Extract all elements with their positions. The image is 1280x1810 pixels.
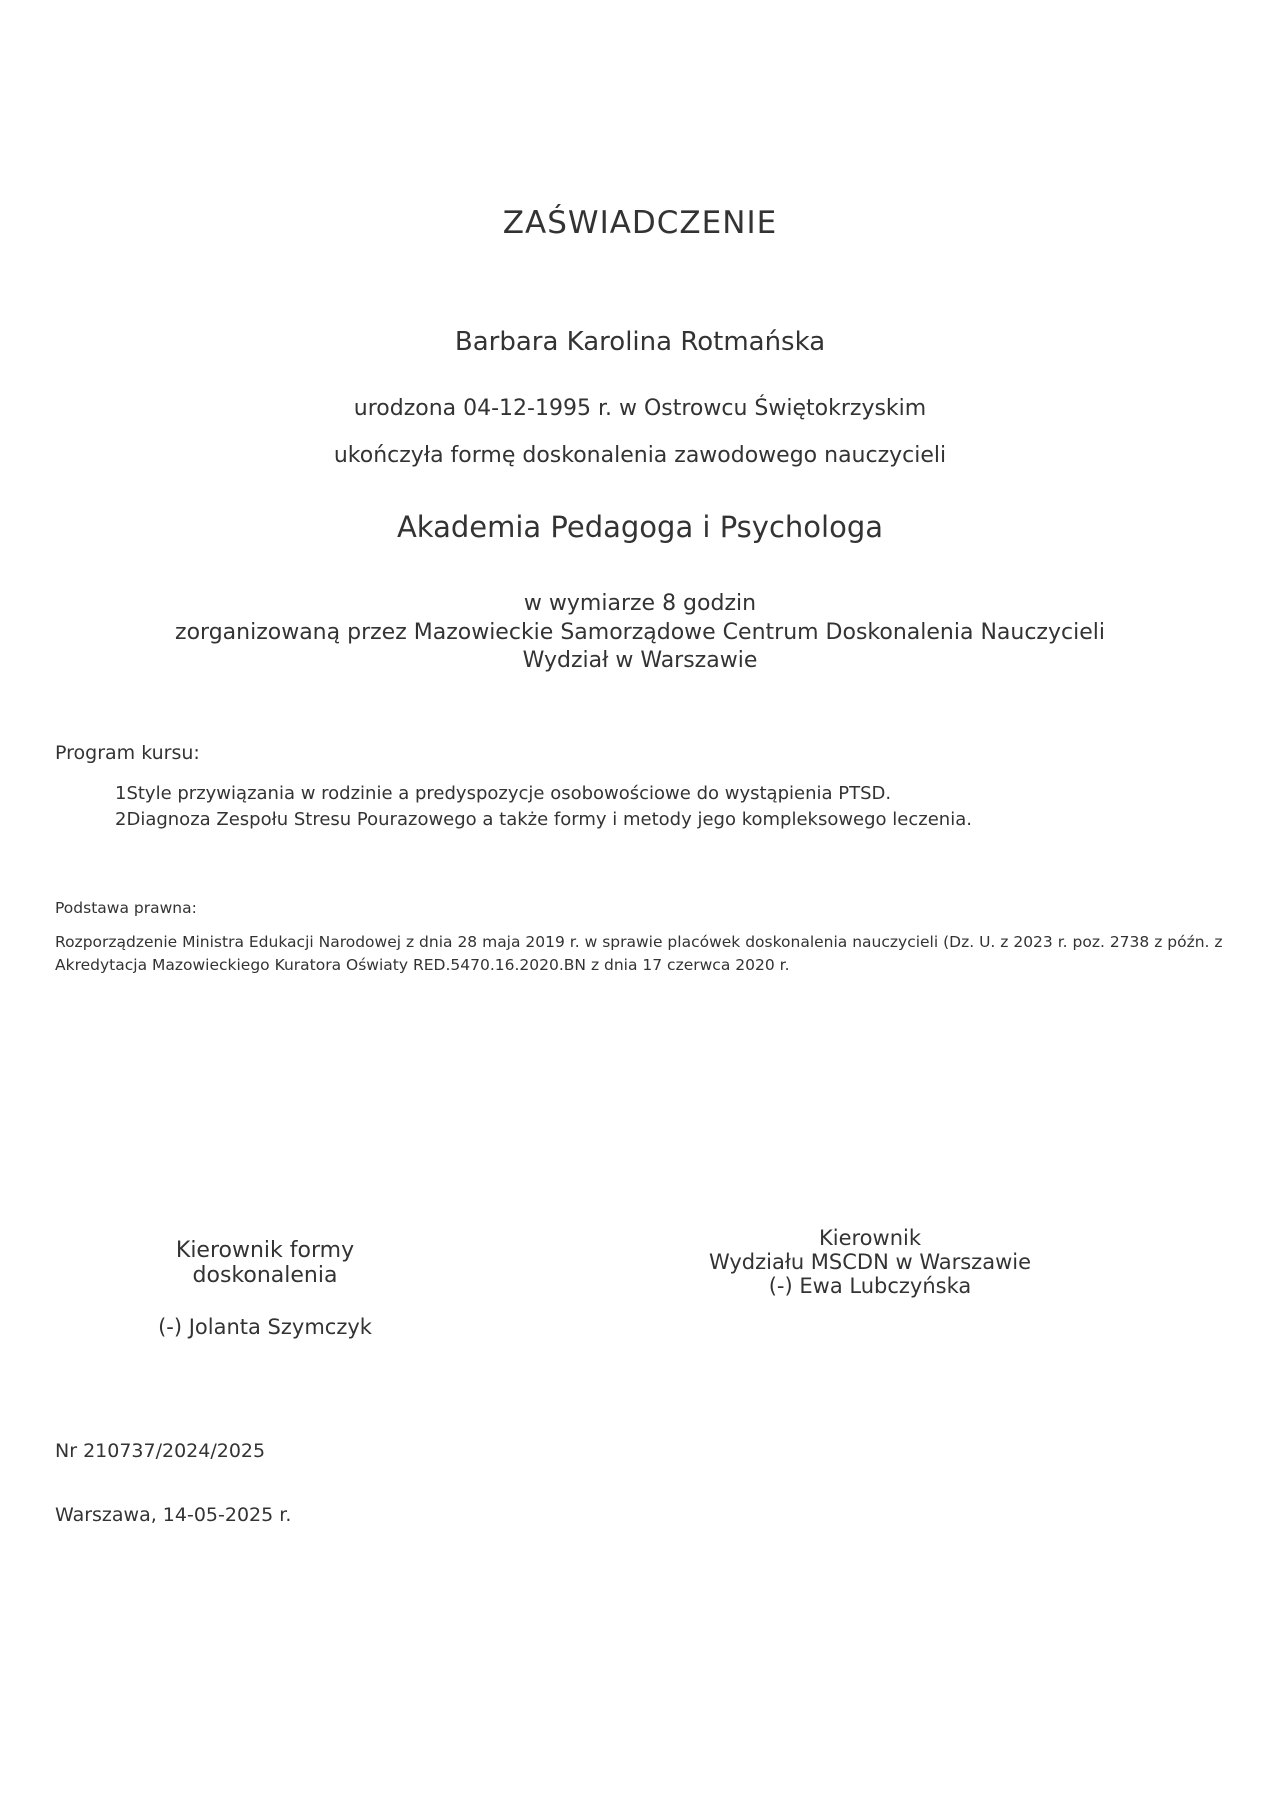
program-item: 2Diagnoza Zespołu Stresu Pourazowego a także formy i metody jego kompleksowego leczenia.	[115, 809, 972, 830]
legal-basis-line: Akredytacja Mazowieckiego Kuratora Oświaty RED.5470.16.2020.BN z dnia 17 czerwca 2020 r.	[55, 956, 790, 974]
legal-basis-heading: Podstawa prawna:	[55, 899, 197, 917]
program-item: 1Style przywiązania w rodzinie a predyspozycje osobowościowe do wystąpienia PTSD.	[115, 783, 892, 804]
organizer-department-line: Wydział w Warszawie	[522, 648, 758, 673]
program-list	[115, 781, 1220, 833]
recipient-name: Barbara Karolina Rotmańska	[454, 327, 826, 357]
signature-right-role-line1: Kierownik	[818, 1226, 922, 1250]
signature-block-left	[110, 1238, 420, 1339]
legal-basis-text	[55, 931, 1280, 977]
signature-right-name: (-) Ewa Lubczyńska	[768, 1274, 972, 1298]
certificate-number: Nr 210737/2024/2025	[55, 1440, 266, 1462]
place-and-date: Warszawa, 14-05-2025 r.	[55, 1504, 292, 1526]
signature-left-role: Kierownik formy doskonalenia	[175, 1238, 355, 1288]
course-hours-line: w wymiarze 8 godzin	[523, 591, 757, 616]
document-title: ZAŚWIADCZENIE	[502, 205, 778, 241]
signature-right-role-line2: Wydziału MSCDN w Warszawie	[708, 1250, 1032, 1274]
signature-block-right	[705, 1226, 1035, 1298]
signature-left-name: (-) Jolanta Szymczyk	[158, 1315, 372, 1339]
organizer-line: zorganizowaną przez Mazowieckie Samorządowe Centrum Doskonalenia Nauczycieli	[175, 620, 1105, 645]
program-heading: Program kursu:	[55, 742, 200, 764]
course-title: Akademia Pedagoga i Psychologa	[396, 510, 884, 544]
birth-info-line: urodzona 04-12-1995 r. w Ostrowcu Świętokrzyskim	[353, 396, 927, 421]
completion-statement-line: ukończyła formę doskonalenia zawodowego nauczycieli	[333, 443, 947, 468]
legal-basis-line: Rozporządzenie Ministra Edukacji Narodowej z dnia 28 maja 2019 r. w sprawie placówek doskonalenia nauczycieli (Dz. U. z 2023 r. poz. 2738 z późn. z	[55, 933, 1223, 951]
